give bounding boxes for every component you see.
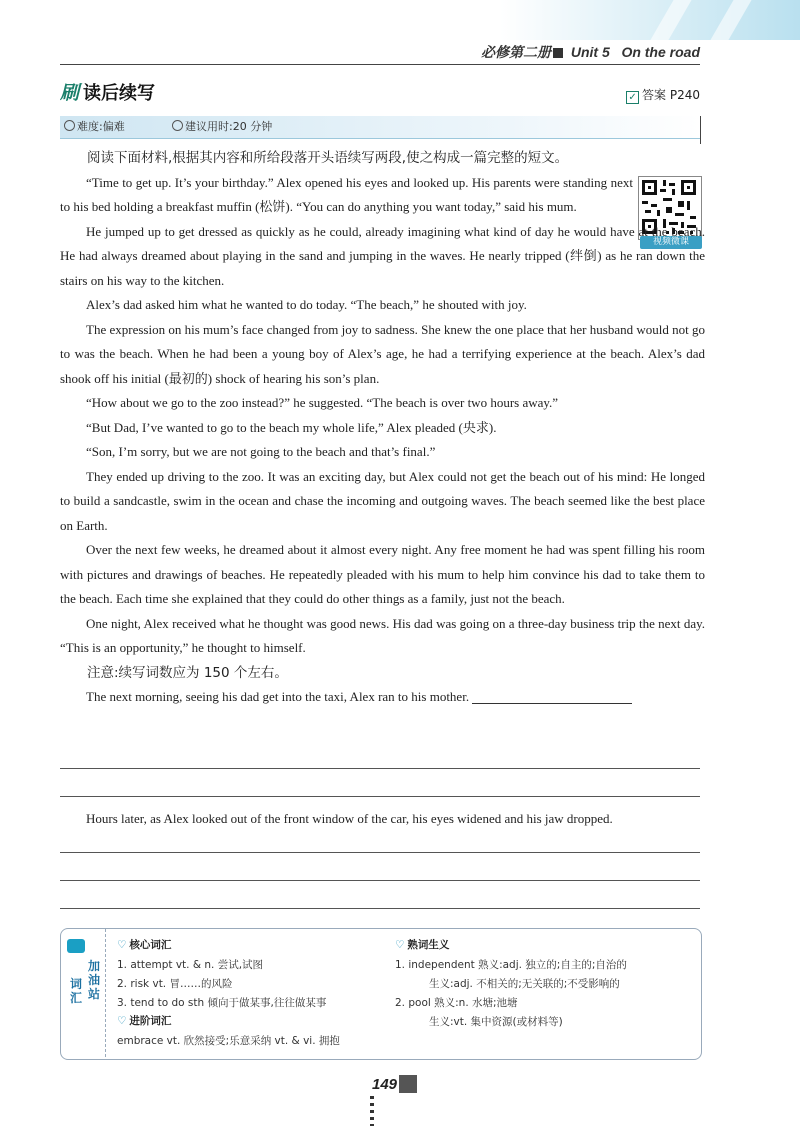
writing-line[interactable] xyxy=(60,796,700,797)
core-heading: 核心词汇 xyxy=(129,939,172,951)
page-marker xyxy=(370,1096,374,1126)
vocab-item: embrace vt. 欣然接受;乐意采纳 vt. & vi. 拥抱 xyxy=(117,1035,340,1047)
section-title xyxy=(60,78,155,105)
header-rule xyxy=(60,64,700,65)
advanced-heading: 进阶词汇 xyxy=(129,1015,172,1027)
core-vocab xyxy=(117,937,340,1051)
time-text: 建议用时:20 分钟 xyxy=(185,120,273,133)
running-head-book: 必修第二册 xyxy=(480,44,551,60)
paragraph-10: One night, Alex received what he thought was good news. His dad was going on a three-day business trip the next day. “This is an opportunity,” he thought to himself. xyxy=(60,615,705,655)
running-head-unit: Unit 5 xyxy=(570,44,610,60)
vocab-item: 生义:vt. 集中资源(或材料等) xyxy=(429,1016,563,1028)
heart-icon: ♡ xyxy=(117,939,127,951)
continuation-para-2: Hours later, as Alex looked out of the front window of the car, his eyes widened and his jaw dropped. xyxy=(86,811,613,826)
info-bar xyxy=(60,116,700,139)
check-icon: ✓ xyxy=(626,91,639,104)
heart-icon: ♡ xyxy=(117,1015,127,1027)
vocab-side-title-1: 词汇 xyxy=(69,977,82,1005)
vocab-item: 2. pool 熟义:n. 水塘;池塘 xyxy=(395,997,518,1009)
answer-ref-text: 答案 P240 xyxy=(642,88,700,102)
square-icon xyxy=(553,48,563,58)
section-mark-icon: 刷 xyxy=(60,82,80,104)
writing-line[interactable] xyxy=(60,768,700,769)
qr-label[interactable]: 视频微课 xyxy=(640,236,702,249)
reading-material xyxy=(60,146,705,710)
paragraph-5: “How about we go to the zoo instead?” he suggested. “The beach is over two hours away.” xyxy=(86,395,559,410)
word-count-note: 注意:续写词数应为 150 个左右。 xyxy=(87,664,288,681)
header-decoration xyxy=(500,0,800,40)
vocab-side-label xyxy=(61,929,106,1057)
writing-line[interactable] xyxy=(60,908,700,909)
running-head-title: On the road xyxy=(621,44,700,60)
vocab-item: 1. attempt vt. & n. 尝试,试图 xyxy=(117,959,264,971)
instruction: 阅读下面材料,根据其内容和所给段落开头语续写两段,使之构成一篇完整的短文。 xyxy=(87,150,569,166)
section-title-text: 读后续写 xyxy=(83,83,156,104)
vocab-side-title-2: 加油站 xyxy=(87,959,100,1001)
polysemy-heading: 熟词生义 xyxy=(407,939,450,951)
answer-reference xyxy=(626,86,700,104)
difficulty xyxy=(64,116,125,138)
paragraph-9: Over the next few weeks, he dreamed about it almost every night. Any free moment he had was spent filling his room with pictures and drawings of beaches. He repeatedly pleaded with his mum to help him convince his dad to take them to the beach. Each time she explained that they could do other things as a family, just not the beach. xyxy=(60,542,705,606)
vocabulary-box xyxy=(60,928,702,1060)
vocab-item: 生义:adj. 不相关的;无关联的;不受影响的 xyxy=(429,978,620,990)
vocab-item: 1. independent 熟义:adj. 独立的;自主的;自治的 xyxy=(395,959,627,971)
writing-line[interactable] xyxy=(60,852,700,853)
difficulty-text: 难度:偏难 xyxy=(77,120,125,133)
continuation-para-1 xyxy=(60,685,705,710)
polysemy-vocab xyxy=(395,937,627,1032)
writing-line[interactable] xyxy=(60,880,700,881)
book-icon xyxy=(67,939,85,953)
paragraph-4: The expression on his mum’s face changed from joy to sadness. She knew the one place that her husband would not go to was the beach. When he had been a young boy of Alex’s age, he had a terrifying experience at the beach. Alex’s dad shook off his initial (最初的) shock of hearing his son’s plan. xyxy=(60,321,705,386)
paragraph-2: He jumped up to get dressed as quickly as he could, already imagining what kind of day he would have at the beach. He had always dreamed about playing in the sand and jumping in the waves. He nearly tripped (绊倒) as he ran down the stairs on his way to the kitchen. xyxy=(60,223,705,288)
running-head xyxy=(481,42,700,62)
page-number: 149 xyxy=(372,1075,417,1093)
vocab-item: 2. risk vt. 冒……的风险 xyxy=(117,978,233,990)
paragraph-6: “But Dad, I’ve wanted to go to the beach my whole life,” Alex pleaded (央求). xyxy=(86,419,497,435)
clock-icon xyxy=(172,120,183,131)
paragraph-1: “Time to get up. It’s your birthday.” Alex opened his eyes and looked up. His parents were standing next to his bed holding a breakfast muffin (松饼). “You can do anything you want today,” said his mum. xyxy=(60,174,633,214)
suggested-time xyxy=(172,116,272,138)
paragraph-7: “Son, I’m sorry, but we are not going to the beach and that’s final.” xyxy=(86,444,436,459)
difficulty-icon xyxy=(64,120,75,131)
paragraph-3: Alex’s dad asked him what he wanted to do today. “The beach,” he shouted with joy. xyxy=(86,297,527,312)
heart-icon: ♡ xyxy=(395,939,405,951)
vocab-item: 3. tend to do sth 倾向于做某事,往往做某事 xyxy=(117,997,327,1009)
answer-blank[interactable] xyxy=(472,689,632,704)
continuation-start-1: The next morning, seeing his dad get into the taxi, Alex ran to his mother. xyxy=(86,689,470,704)
paragraph-8: They ended up driving to the zoo. It was an exciting day, but Alex could not get the beach out of his mind: He longed to build a sandcastle, swim in the ocean and chase the incoming and outgoing waves. The beach seemed like the best place on Earth. xyxy=(60,468,705,533)
